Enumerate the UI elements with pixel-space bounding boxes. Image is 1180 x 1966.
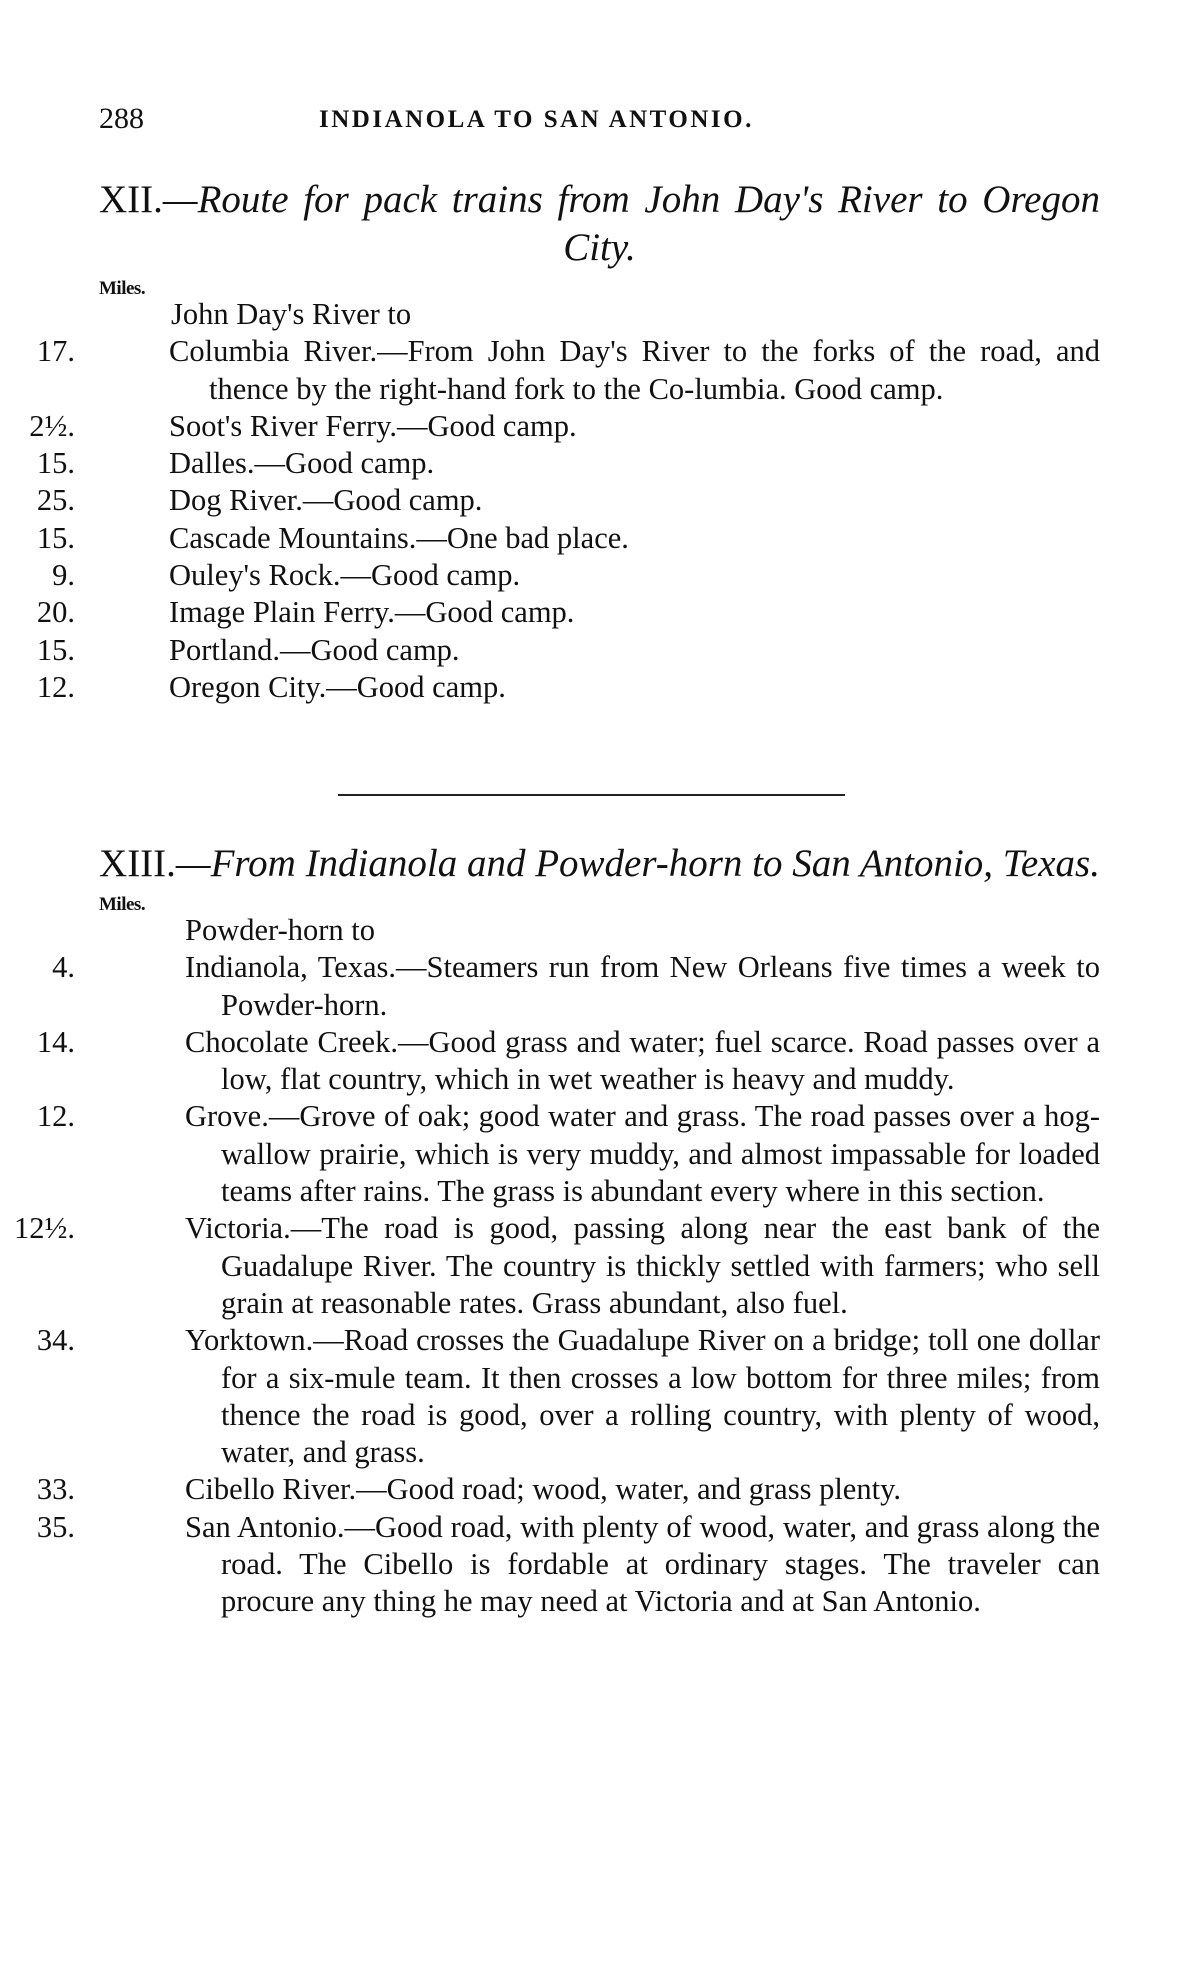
route-entry bbox=[36, 1471, 1100, 1508]
entry-text: Soot's River Ferry.—Good camp. bbox=[169, 408, 577, 443]
section-divider bbox=[338, 794, 845, 796]
section-xii bbox=[29, 176, 1100, 706]
entry-miles: 35. bbox=[36, 1509, 75, 1544]
entry-text: Chocolate Creek.—Good grass and water; fuel scarce. Road passes over a low, flat country, which in wet weather is heavy and muddy. bbox=[185, 1024, 1100, 1097]
entry-text: Portland.—Good camp. bbox=[169, 632, 460, 667]
route-entry bbox=[36, 333, 1100, 408]
route-entry bbox=[14, 1210, 1100, 1322]
section-title-text: —From Indianola and Powder-horn to San Antonio, Texas. bbox=[175, 842, 1100, 885]
entry-text: Cibello River.—Good road; wood, water, and grass plenty. bbox=[185, 1472, 901, 1507]
entry-text: Cascade Mountains.—One bad place. bbox=[169, 520, 629, 555]
page-number: 288 bbox=[99, 102, 144, 135]
entry-text: Grove.—Grove of oak; good water and grass. The road passes over a hog-wallow prairie, which is very muddy, and almost impassable for loaded teams after rains. The grass is abundant every where in this section. bbox=[185, 1099, 1100, 1209]
entry-miles: 14. bbox=[36, 1024, 75, 1059]
section-xiii bbox=[14, 840, 1100, 1621]
entry-text: Dog River.—Good camp. bbox=[169, 483, 483, 518]
section-title bbox=[99, 840, 1100, 888]
route-entry bbox=[36, 1098, 1100, 1210]
entry-text: Dalles.—Good camp. bbox=[169, 446, 435, 481]
route-entry bbox=[52, 557, 1100, 594]
entry-text: Yorktown.—Road crosses the Guadalupe River on a bridge; toll one dollar for a six-mule team. It then crosses a low bottom for three miles; from thence the road is good, over a rolling country, with plenty of wood, water, and grass. bbox=[185, 1323, 1100, 1470]
entry-miles: 20. bbox=[36, 595, 75, 630]
entry-miles: 25. bbox=[36, 483, 75, 518]
entry-miles: 4. bbox=[52, 950, 75, 985]
route-entry bbox=[29, 408, 1100, 445]
entry-miles: 34. bbox=[36, 1323, 75, 1358]
running-title: INDIANOLA TO SAN ANTONIO. bbox=[319, 106, 754, 133]
entry-miles: 15. bbox=[36, 632, 75, 667]
route-start: John Day's River to bbox=[171, 297, 412, 331]
entry-miles: 9. bbox=[52, 558, 75, 593]
entry-text: Ouley's Rock.—Good camp. bbox=[169, 558, 521, 593]
route-entry bbox=[36, 482, 1100, 519]
entry-text: Columbia River.—From John Day's River to the forks of the road, and thence by the right-hand fork to the Co-lumbia. Good camp. bbox=[169, 334, 1100, 406]
entry-miles: 33. bbox=[36, 1472, 75, 1507]
entry-miles: 15. bbox=[36, 520, 75, 555]
entry-miles: 17. bbox=[36, 334, 75, 369]
entry-text: San Antonio.—Good road, with plenty of wood, water, and grass along the road. The Cibello is fordable at ordinary stages. The traveler can procure any thing he may need at Victoria and at San Antonio. bbox=[185, 1509, 1100, 1619]
route-entry bbox=[36, 594, 1100, 631]
section-numeral: XII. bbox=[99, 178, 163, 221]
route-entry bbox=[36, 445, 1100, 482]
route-entry bbox=[52, 949, 1100, 1024]
section-title bbox=[99, 176, 1100, 272]
running-header bbox=[99, 102, 1100, 142]
miles-label: Miles. bbox=[99, 278, 146, 299]
route-entry bbox=[36, 1509, 1100, 1621]
entry-miles: 12½. bbox=[14, 1211, 75, 1246]
entry-miles: 15. bbox=[36, 446, 75, 481]
miles-label: Miles. bbox=[99, 894, 146, 915]
entry-text: Oregon City.—Good camp. bbox=[169, 669, 506, 704]
entry-text: Image Plain Ferry.—Good camp. bbox=[169, 595, 575, 630]
entry-miles: 12. bbox=[36, 1099, 75, 1134]
entry-miles: 12. bbox=[36, 669, 75, 704]
route-entry bbox=[36, 669, 1100, 706]
entry-miles: 2½. bbox=[29, 408, 75, 443]
route-entry bbox=[36, 1024, 1100, 1099]
route-entry bbox=[36, 1322, 1100, 1471]
entry-text: Victoria.—The road is good, passing along near the east bank of the Guadalupe River. The country is thickly settled with farmers; who sell grain at reasonable rates. Grass abundant, also fuel. bbox=[185, 1211, 1100, 1320]
entry-text: Indianola, Texas.—Steamers run from New Orleans five times a week to Powder-horn. bbox=[185, 950, 1100, 1022]
route-entry bbox=[36, 632, 1100, 669]
section-numeral: XIII. bbox=[99, 842, 176, 885]
route-entry bbox=[36, 520, 1100, 557]
section-title-text: —Route for pack trains from John Day's River to Oregon City. bbox=[162, 178, 1100, 269]
route-start: Powder-horn to bbox=[185, 913, 375, 947]
